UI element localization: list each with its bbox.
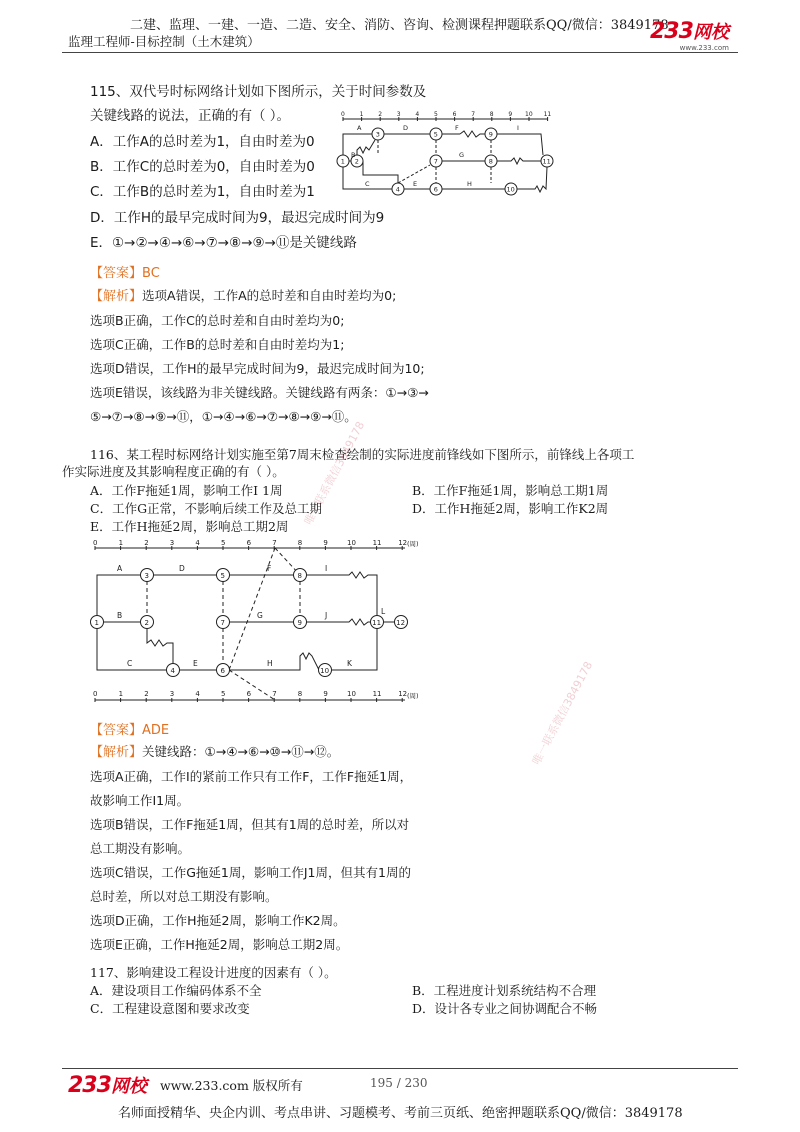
q115-node-label: 11 bbox=[542, 157, 551, 166]
logo-text: 网校 bbox=[692, 22, 729, 43]
q115-node-label: 1 bbox=[340, 157, 345, 166]
q116-node-label: 4 bbox=[170, 666, 175, 675]
q115-node-label: 10 bbox=[506, 185, 515, 194]
q117-option-b: B．工程进度计划系统结构不合理 bbox=[412, 983, 597, 998]
q115-node-label: 3 bbox=[375, 130, 380, 139]
q115-tick-label: 3 bbox=[396, 111, 401, 118]
q115-explanation-line: ⑤→⑦→⑧→⑨→⑪，①→④→⑥→⑦→⑧→⑨→⑪。 bbox=[90, 409, 357, 424]
q115-tick-label: 10 bbox=[525, 111, 533, 118]
q116-option-d: D．工作H拖延2周，影响工作K2周 bbox=[412, 501, 609, 516]
q116-bottom-tick-label: 6 bbox=[246, 690, 252, 698]
q115-label-c: C bbox=[365, 180, 370, 188]
q116-bottom-tick-label: 3 bbox=[169, 690, 175, 698]
q116-node-label: 8 bbox=[297, 571, 302, 580]
q115-label-i: I bbox=[517, 124, 519, 132]
q116-stem-line2: 作实际进度及其影响程度正确的有（ ）。 bbox=[62, 464, 285, 479]
q116-option-a: A．工作F拖延1周，影响工作I 1周 bbox=[90, 483, 283, 498]
q116-node-label: 11 bbox=[372, 618, 382, 627]
q117-option-c: C．工程建设意图和要求改变 bbox=[90, 1001, 250, 1016]
q115-label-g: G bbox=[459, 151, 465, 159]
q116-node-label: 2 bbox=[144, 618, 149, 627]
q116-answer: 【答案】ADE bbox=[90, 723, 170, 738]
q116-node-label: 5 bbox=[220, 571, 225, 580]
q115-tick-label: 6 bbox=[452, 111, 457, 118]
q115-tick-label: 11 bbox=[543, 111, 552, 118]
q116-top-tick-label: 11 bbox=[372, 539, 382, 547]
q116-top-tick-label: 3 bbox=[169, 539, 175, 547]
q116-option-b: B．工作F拖延1周，影响总工期1周 bbox=[412, 483, 609, 498]
q116-explanation-tag: 【解析】 bbox=[90, 745, 143, 760]
q116-node-label: 3 bbox=[144, 571, 149, 580]
q115-label-b: B bbox=[351, 151, 356, 159]
q115-tick-label: 1 bbox=[359, 111, 364, 118]
q116-label-b: B bbox=[117, 611, 123, 620]
q116-explanation bbox=[90, 740, 412, 957]
q116-explanation-line: 选项A正确，工作I的紧前工作只有工作F，工作F拖延1周， bbox=[90, 769, 413, 784]
q115-label-a: A bbox=[357, 124, 362, 132]
q115-node-label: 9 bbox=[488, 130, 493, 139]
q115-tick-label: 7 bbox=[471, 111, 476, 118]
q117-stem: 117、影响建设工程设计进度的因素有（ ）。 bbox=[90, 965, 337, 980]
q116-bottom-tick-label: 12 bbox=[398, 690, 408, 698]
q115-answer: 【答案】BC bbox=[90, 266, 160, 281]
q115-node-label: 4 bbox=[395, 185, 400, 194]
q116-bottom-tick-label: 9 bbox=[323, 690, 328, 698]
q116-bottom-tick-label: 10 bbox=[347, 690, 356, 698]
q116-label-k: K bbox=[347, 659, 352, 668]
watermark-text: 唯一联系微信3849178 bbox=[529, 659, 596, 768]
q116-bottom-tick-label: 7 bbox=[272, 690, 277, 698]
q115-stem-line1: 115、双代号时标网络计划如下图所示，关于时间参数及 bbox=[90, 84, 427, 100]
q116-node-label: 7 bbox=[220, 618, 225, 627]
q116-label-l: L bbox=[381, 607, 386, 616]
q115-explanation-line: 选项B正确，工作C的总时差和自由时差均为0; bbox=[90, 313, 345, 328]
q116-axis-unit-bottom: (周) bbox=[407, 692, 419, 700]
q116-top-tick-label: 4 bbox=[195, 539, 200, 547]
q116-option-c: C．工作G正常，不影响后续工作及总工期 bbox=[90, 501, 323, 516]
q116-top-tick-label: 10 bbox=[347, 539, 356, 547]
logo-url: www.233.com bbox=[679, 44, 729, 52]
footer-logo-number: 233 bbox=[68, 1073, 111, 1098]
q115-option-a: A．工作A的总时差为1，自由时差为0 bbox=[90, 134, 315, 150]
q116-bottom-tick-label: 0 bbox=[93, 690, 98, 698]
q116-label-f: F bbox=[267, 564, 272, 573]
q115-network-diagram bbox=[335, 110, 555, 200]
q116-explanation-line: 关键线路：①→④→⑥→⑩→⑪→⑫。 bbox=[142, 744, 340, 759]
q116-axis-unit-top: (周) bbox=[407, 540, 419, 548]
q115-node-label: 5 bbox=[433, 130, 438, 139]
q116-label-g: G bbox=[257, 611, 263, 620]
header-divider bbox=[62, 52, 738, 53]
footer-copyright: www.233.com 版权所有 bbox=[160, 1078, 303, 1093]
q116-explanation-line: 总工期没有影响。 bbox=[90, 841, 191, 856]
q116-label-d: D bbox=[179, 564, 185, 573]
header-banner: 二建、监理、一建、一造、二造、安全、消防、咨询、检测课程押题联系QQ/微信：3849178 bbox=[130, 18, 669, 33]
q115-option-e: E．①→②→④→⑥→⑦→⑧→⑨→⑪是关键线路 bbox=[90, 235, 357, 251]
q115-explanation-line: 选项C正确，工作B的总时差和自由时差均为1; bbox=[90, 337, 345, 352]
q115-option-c: C．工作B的总时差为1，自由时差为1 bbox=[90, 184, 315, 200]
q116-option-e: E．工作H拖延2周，影响总工期2周 bbox=[90, 519, 289, 534]
brand-logo bbox=[650, 18, 729, 52]
q116-label-c: C bbox=[127, 659, 133, 668]
q115-explanation-line: 选项A错误，工作A的总时差和自由时差均为0; bbox=[142, 288, 397, 303]
q115-label-h: H bbox=[467, 180, 472, 188]
q116-label-a: A bbox=[117, 564, 123, 573]
q115-explanation-line: 选项E错误，该线路为非关键线路。关键线路有两条：①→③→ bbox=[90, 385, 429, 400]
q116-bottom-tick-label: 1 bbox=[118, 690, 124, 698]
q115-option-d: D．工作H的最早完成时间为9，最迟完成时间为9 bbox=[90, 210, 385, 226]
q116-stem-line1: 116、某工程时标网络计划实施至第7周末检查绘制的实际进度前锋线如下图所示，前锋线上各项工 bbox=[90, 447, 635, 462]
q115-tick-label: 2 bbox=[378, 111, 383, 118]
q115-tick-label: 0 bbox=[341, 111, 345, 118]
q115-node-label: 8 bbox=[488, 157, 493, 166]
q116-top-tick-label: 1 bbox=[118, 539, 124, 547]
q115-label-e: E bbox=[413, 180, 418, 188]
q116-bottom-tick-label: 4 bbox=[195, 690, 200, 698]
q115-stem-line2: 关键线路的说法，正确的有（ ）。 bbox=[90, 108, 291, 124]
footer-logo bbox=[68, 1072, 147, 1098]
q116-bottom-tick-label: 8 bbox=[297, 690, 303, 698]
q116-bottom-tick-label: 2 bbox=[144, 690, 149, 698]
q116-node-label: 6 bbox=[220, 666, 225, 675]
q116-node-label: 10 bbox=[320, 666, 330, 675]
q115-label-d: D bbox=[403, 124, 409, 132]
q116-top-tick-label: 6 bbox=[246, 539, 252, 547]
q116-label-i: I bbox=[325, 564, 328, 573]
q116-top-tick-label: 5 bbox=[221, 539, 226, 547]
q116-node-label: 9 bbox=[297, 618, 302, 627]
q116-node-label: 1 bbox=[94, 618, 99, 627]
q116-network-diagram bbox=[85, 538, 425, 708]
q115-node-label: 6 bbox=[433, 185, 438, 194]
q117-option-a: A．建设项目工作编码体系不全 bbox=[90, 983, 262, 998]
q115-tick-label: 5 bbox=[434, 111, 438, 118]
footer-promo: 名师面授精华、央企内训、考点串讲、习题模考、考前三页纸、绝密押题联系QQ/微信：3849178 bbox=[118, 1106, 683, 1121]
q116-node-label: 12 bbox=[396, 618, 406, 627]
q116-bottom-tick-label: 11 bbox=[372, 690, 382, 698]
q116-explanation-line: 选项E正确，工作H拖延2周，影响总工期2周。 bbox=[90, 937, 349, 952]
q116-top-tick-label: 8 bbox=[297, 539, 303, 547]
watermark-text: 唯一联系微信3849178 bbox=[301, 419, 368, 528]
q116-explanation-line: 选项B错误，工作F拖延1周，但其有1周的总时差，所以对 bbox=[90, 817, 410, 832]
q115-option-b: B．工作C的总时差为0，自由时差为0 bbox=[90, 159, 315, 175]
footer-divider bbox=[62, 1068, 738, 1069]
q115-tick-label: 9 bbox=[508, 111, 513, 118]
q116-label-e: E bbox=[193, 659, 198, 668]
page-number: 195 / 230 bbox=[370, 1076, 428, 1090]
q116-top-tick-label: 2 bbox=[144, 539, 149, 547]
q116-top-tick-label: 7 bbox=[272, 539, 277, 547]
q116-explanation-line: 选项D正确，工作H拖延2周，影响工作K2周。 bbox=[90, 913, 346, 928]
q116-explanation-line: 故影响工作I1周。 bbox=[90, 793, 190, 808]
q115-node-label: 7 bbox=[433, 157, 438, 166]
q115-explanation-tag: 【解析】 bbox=[90, 289, 143, 304]
q116-label-h: H bbox=[267, 659, 273, 668]
q116-top-tick-label: 0 bbox=[93, 539, 98, 547]
footer-logo-text: 网校 bbox=[110, 1076, 147, 1097]
document-subject: 监理工程师-目标控制（土木建筑） bbox=[68, 34, 260, 49]
q115-tick-label: 4 bbox=[415, 111, 420, 118]
logo-number: 233 bbox=[650, 19, 693, 44]
q116-top-tick-label: 12 bbox=[398, 539, 408, 547]
q116-label-j: J bbox=[325, 611, 328, 620]
q115-tick-label: 8 bbox=[489, 111, 494, 118]
q115-explanation-line: 选项D错误，工作H的最早完成时间为9，最迟完成时间为10; bbox=[90, 361, 425, 376]
q115-label-f: F bbox=[455, 124, 459, 132]
q116-bottom-tick-label: 5 bbox=[221, 690, 226, 698]
q116-explanation-line: 总时差，所以对总工期没有影响。 bbox=[90, 889, 278, 904]
q116-top-tick-label: 9 bbox=[323, 539, 328, 547]
q117-option-d: D．设计各专业之间协调配合不畅 bbox=[412, 1001, 598, 1016]
q116-explanation-line: 选项C错误，工作G拖延1周，影响工作J1周，但其有1周的 bbox=[90, 865, 411, 880]
q115-node-label: 2 bbox=[354, 157, 359, 166]
q115-explanation bbox=[90, 284, 429, 429]
